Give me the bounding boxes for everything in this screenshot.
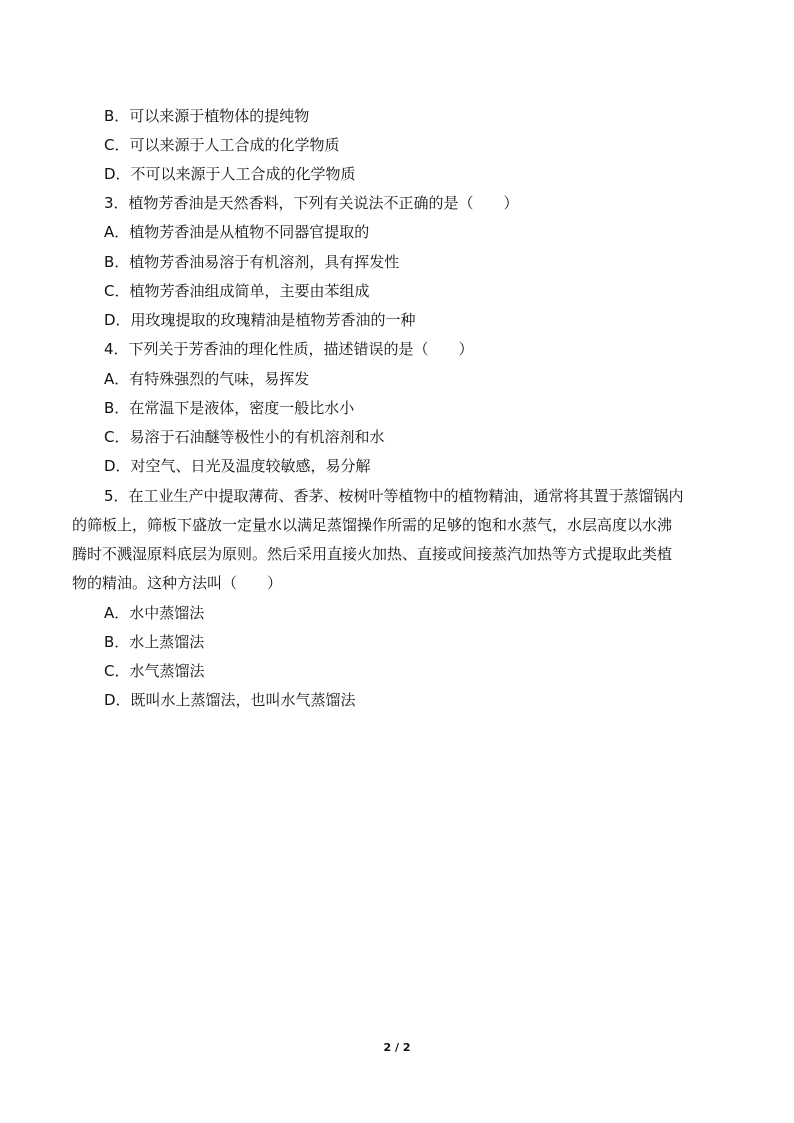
option-5c: C．水气蒸馏法 bbox=[104, 662, 205, 680]
question-5-line-2: 的筛板上，筛板下盛放一定量水以满足蒸馏操作所需的足够的饱和水蒸气，水层高度以水沸 bbox=[72, 516, 673, 534]
question-5-line-3: 腾时不溅湿原料底层为原则。然后采用直接火加热、直接或间接蒸汽加热等方式提取此类植 bbox=[72, 545, 673, 563]
option-5a: A．水中蒸馏法 bbox=[104, 604, 205, 622]
option-4d: D．对空气、日光及温度较敏感，易分解 bbox=[104, 457, 371, 475]
option-5d: D．既叫水上蒸馏法，也叫水气蒸馏法 bbox=[104, 691, 356, 709]
option-2b: B．可以来源于植物体的提纯物 bbox=[104, 107, 310, 125]
option-3d: D．用玫瑰提取的玫瑰精油是植物芳香油的一种 bbox=[104, 311, 416, 329]
page-number: 2 / 2 bbox=[383, 1041, 411, 1054]
option-4c: C．易溶于石油醚等极性小的有机溶剂和水 bbox=[104, 428, 385, 446]
option-2c: C．可以来源于人工合成的化学物质 bbox=[104, 136, 340, 154]
option-5b: B．水上蒸馏法 bbox=[104, 633, 205, 651]
option-3c: C．植物芳香油组成简单，主要由苯组成 bbox=[104, 282, 370, 300]
option-4a: A．有特殊强烈的气味，易挥发 bbox=[104, 370, 310, 388]
question-4: 4．下列关于芳香油的理化性质，描述错误的是（ ） bbox=[104, 340, 474, 358]
option-3b: B．植物芳香油易溶于有机溶剂，具有挥发性 bbox=[104, 253, 400, 271]
question-5-line-4: 物的精油。这种方法叫（ ） bbox=[72, 574, 283, 592]
option-4b: B．在常温下是液体，密度一般比水小 bbox=[104, 399, 355, 417]
question-5-line-1: 5．在工业生产中提取薄荷、香茅、桉树叶等植物中的植物精油，通常将其置于蒸馏锅内 bbox=[104, 487, 684, 505]
option-2d: D．不可以来源于人工合成的化学物质 bbox=[104, 165, 356, 183]
option-3a: A．植物芳香油是从植物不同器官提取的 bbox=[104, 223, 370, 241]
question-3: 3．植物芳香油是天然香料，下列有关说法不正确的是（ ） bbox=[104, 194, 519, 212]
